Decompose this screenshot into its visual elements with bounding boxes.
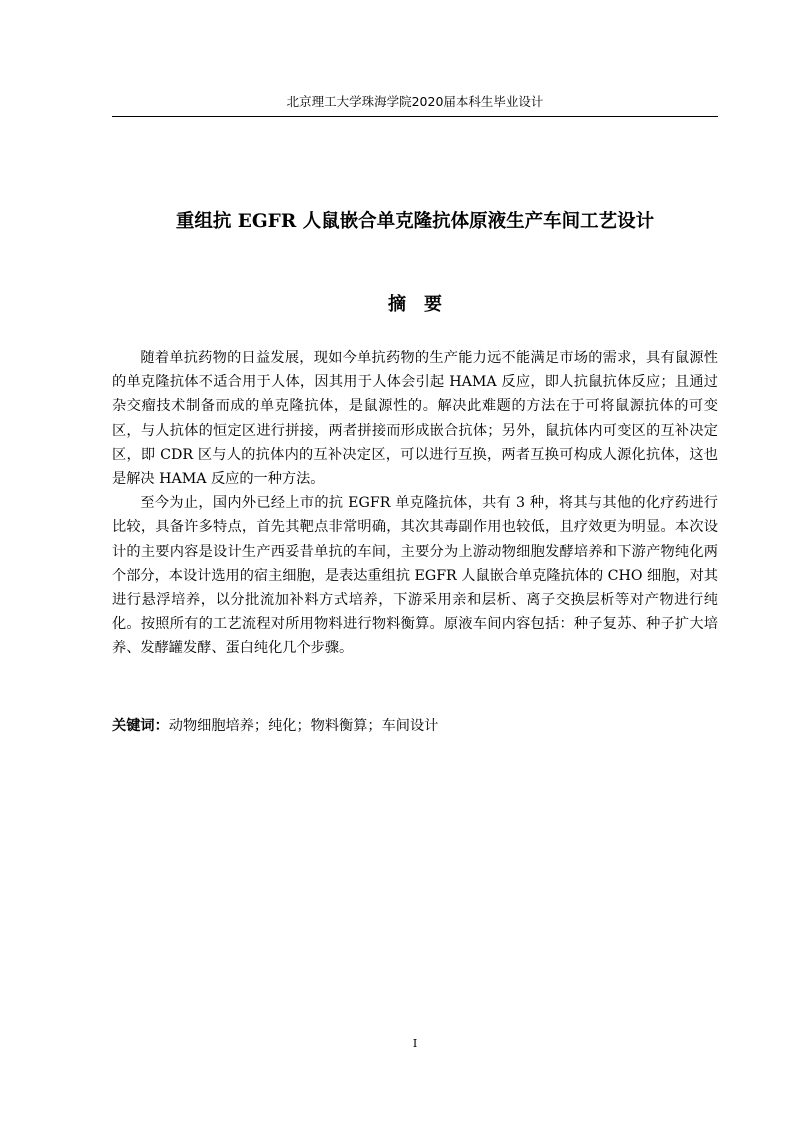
header-rule	[112, 116, 718, 117]
page-number: I	[412, 1037, 418, 1050]
keywords-line	[112, 714, 718, 738]
abstract-paragraph-1: 随着单抗药物的日益发展，现如今单抗药物的生产能力远不能满足市场的需求，具有鼠源性的单克隆抗体不适合用于人体，因其用于人体会引起 HAMA 反应，即人抗鼠抗体反应；且通过杂交瘤技术制备而成的单克隆抗体，是鼠源性的。解决此难题的方法在于可将鼠源抗体的可变区，与人抗体的恒定区进行拼接，两者拼接而形成嵌合抗体；另外，鼠抗体内可变区的互补决定区，即 CDR 区与人的抗体内的互补决定区，可以进行互换，两者互换可构成人源化抗体，这也是解决 HAMA 反应的一种方法。	[112, 350, 718, 488]
page-header: 北京理工大学珠海学院2020届本科生毕业设计	[286, 94, 544, 109]
keywords-text: 动物细胞培养；纯化；物料衡算；车间设计	[168, 718, 439, 734]
document-title: 重组抗 EGFR 人鼠嵌合单克隆抗体原液生产车间工艺设计	[175, 211, 655, 232]
abstract-heading: 摘要	[388, 294, 460, 315]
keywords-label: 关键词：	[112, 718, 169, 734]
abstract-paragraph-2: 至今为止，国内外已经上市的抗 EGFR 单克隆抗体，共有 3 种，将其与其他的化疗药进行比较，具备许多特点，首先其靶点非常明确，其次其毒副作用也较低，且疗效更为明显。本次设计的主要内容是设计生产西妥昔单抗的车间，主要分为上游动物细胞发酵培养和下游产物纯化两个部分，本设计选用的宿主细胞，是表达重组抗 EGFR 人鼠嵌合单克隆抗体的 CHO 细胞，对其进行悬浮培养，以分批流加补料方式培养，下游采用亲和层析、离子交换层析等对产物进行纯化。按照所有的工艺流程对所用物料进行物料衡算。原液车间内容包括：种子复苏、种子扩大培养、发酵罐发酵、蛋白纯化几个步骤。	[112, 495, 718, 657]
abstract-body	[112, 346, 718, 661]
